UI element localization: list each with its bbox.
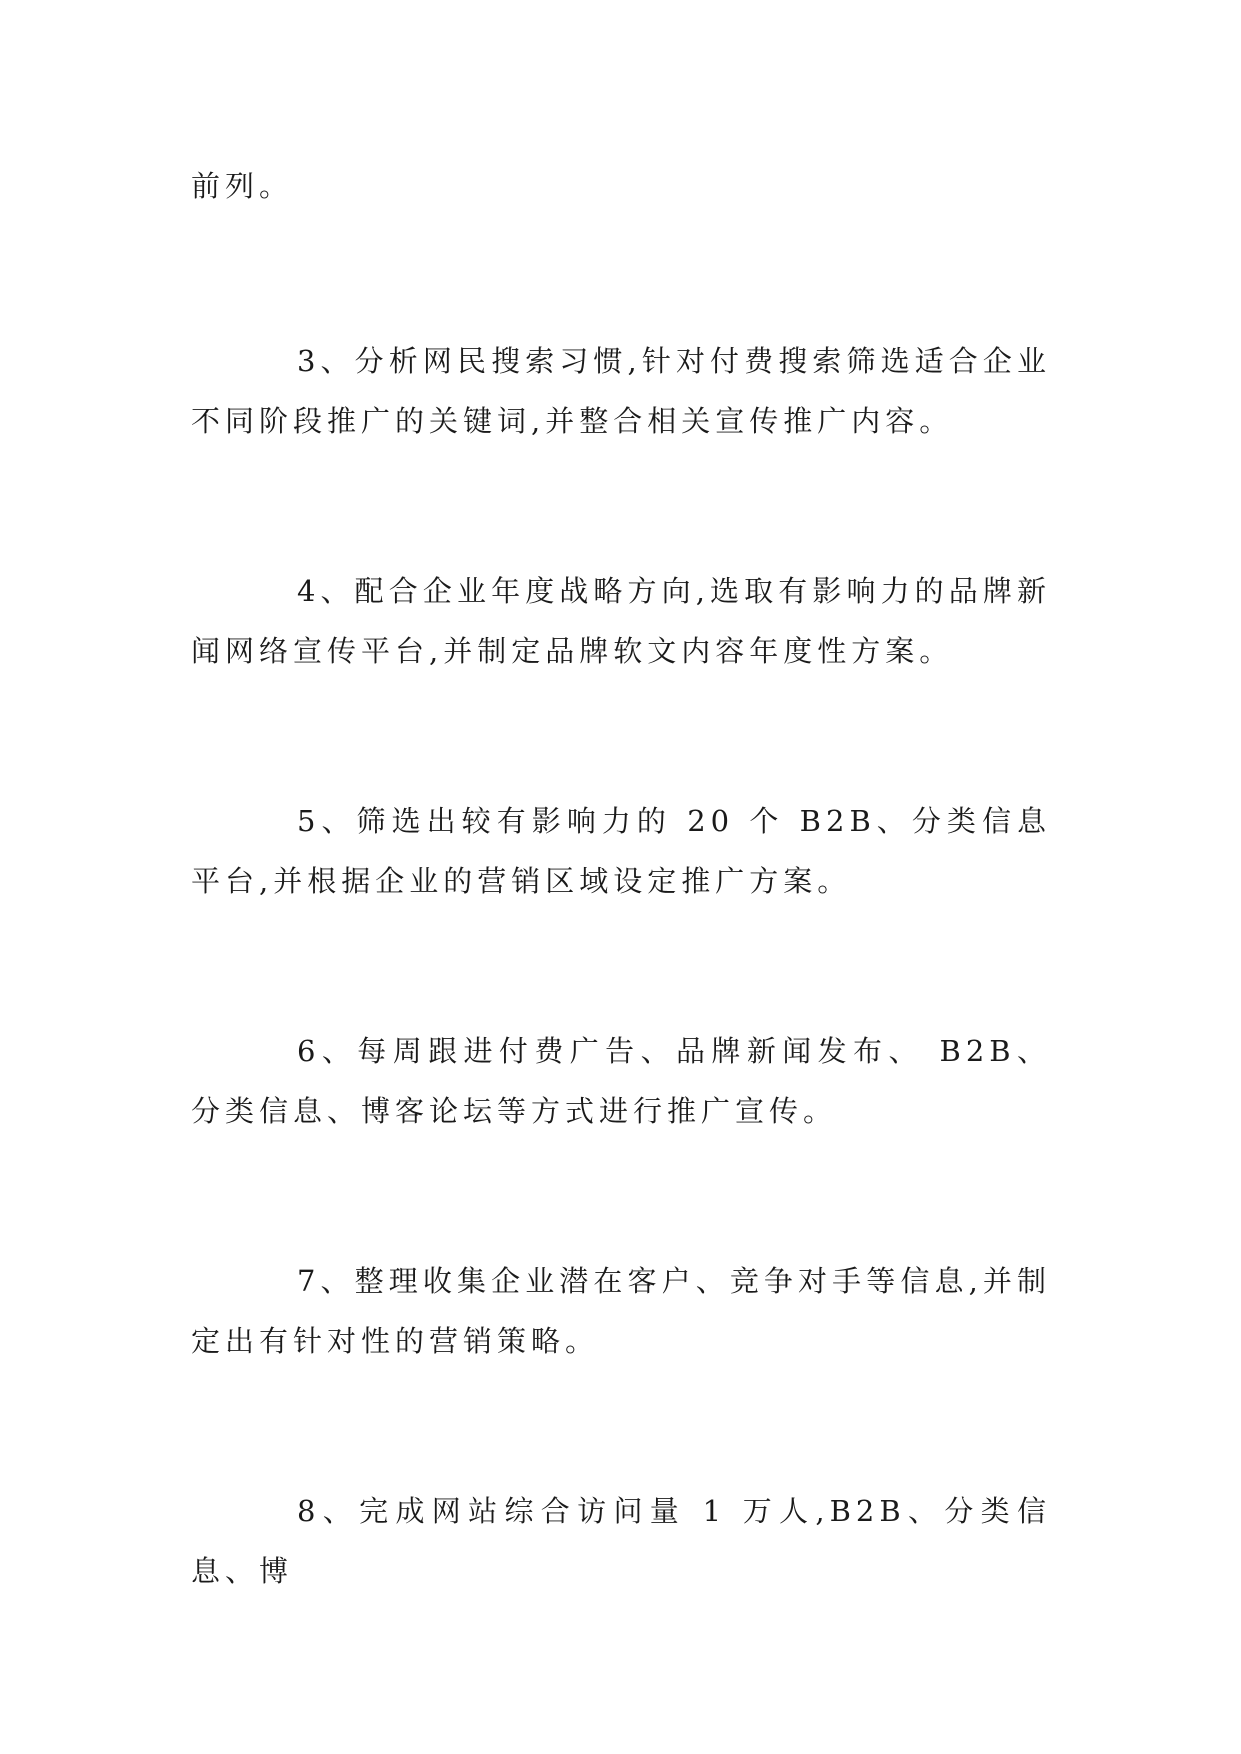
paragraph-item-7: 7、整理收集企业潜在客户、竞争对手等信息,并制定出有针对性的营销策略。: [191, 1264, 1051, 1358]
paragraph-item-8: 8、完成网站综合访问量 1 万人,B2B、分类信息、博: [191, 1494, 1051, 1588]
paragraph-continuation: 前列。: [191, 169, 294, 203]
paragraph-item-4: 4、配合企业年度战略方向,选取有影响力的品牌新闻网络宣传平台,并制定品牌软文内容年度性方案。: [191, 574, 1051, 668]
paragraph-item-5: 5、筛选出较有影响力的 20 个 B2B、分类信息平台,并根据企业的营销区域设定推广方案。: [191, 804, 1051, 898]
paragraph-item-6: 6、每周跟进付费广告、品牌新闻发布、 B2B、分类信息、博客论坛等方式进行推广宣传。: [191, 1034, 1051, 1128]
paragraph-item-3: 3、分析网民搜索习惯,针对付费搜索筛选适合企业不同阶段推广的关键词,并整合相关宣传推广内容。: [191, 344, 1051, 438]
